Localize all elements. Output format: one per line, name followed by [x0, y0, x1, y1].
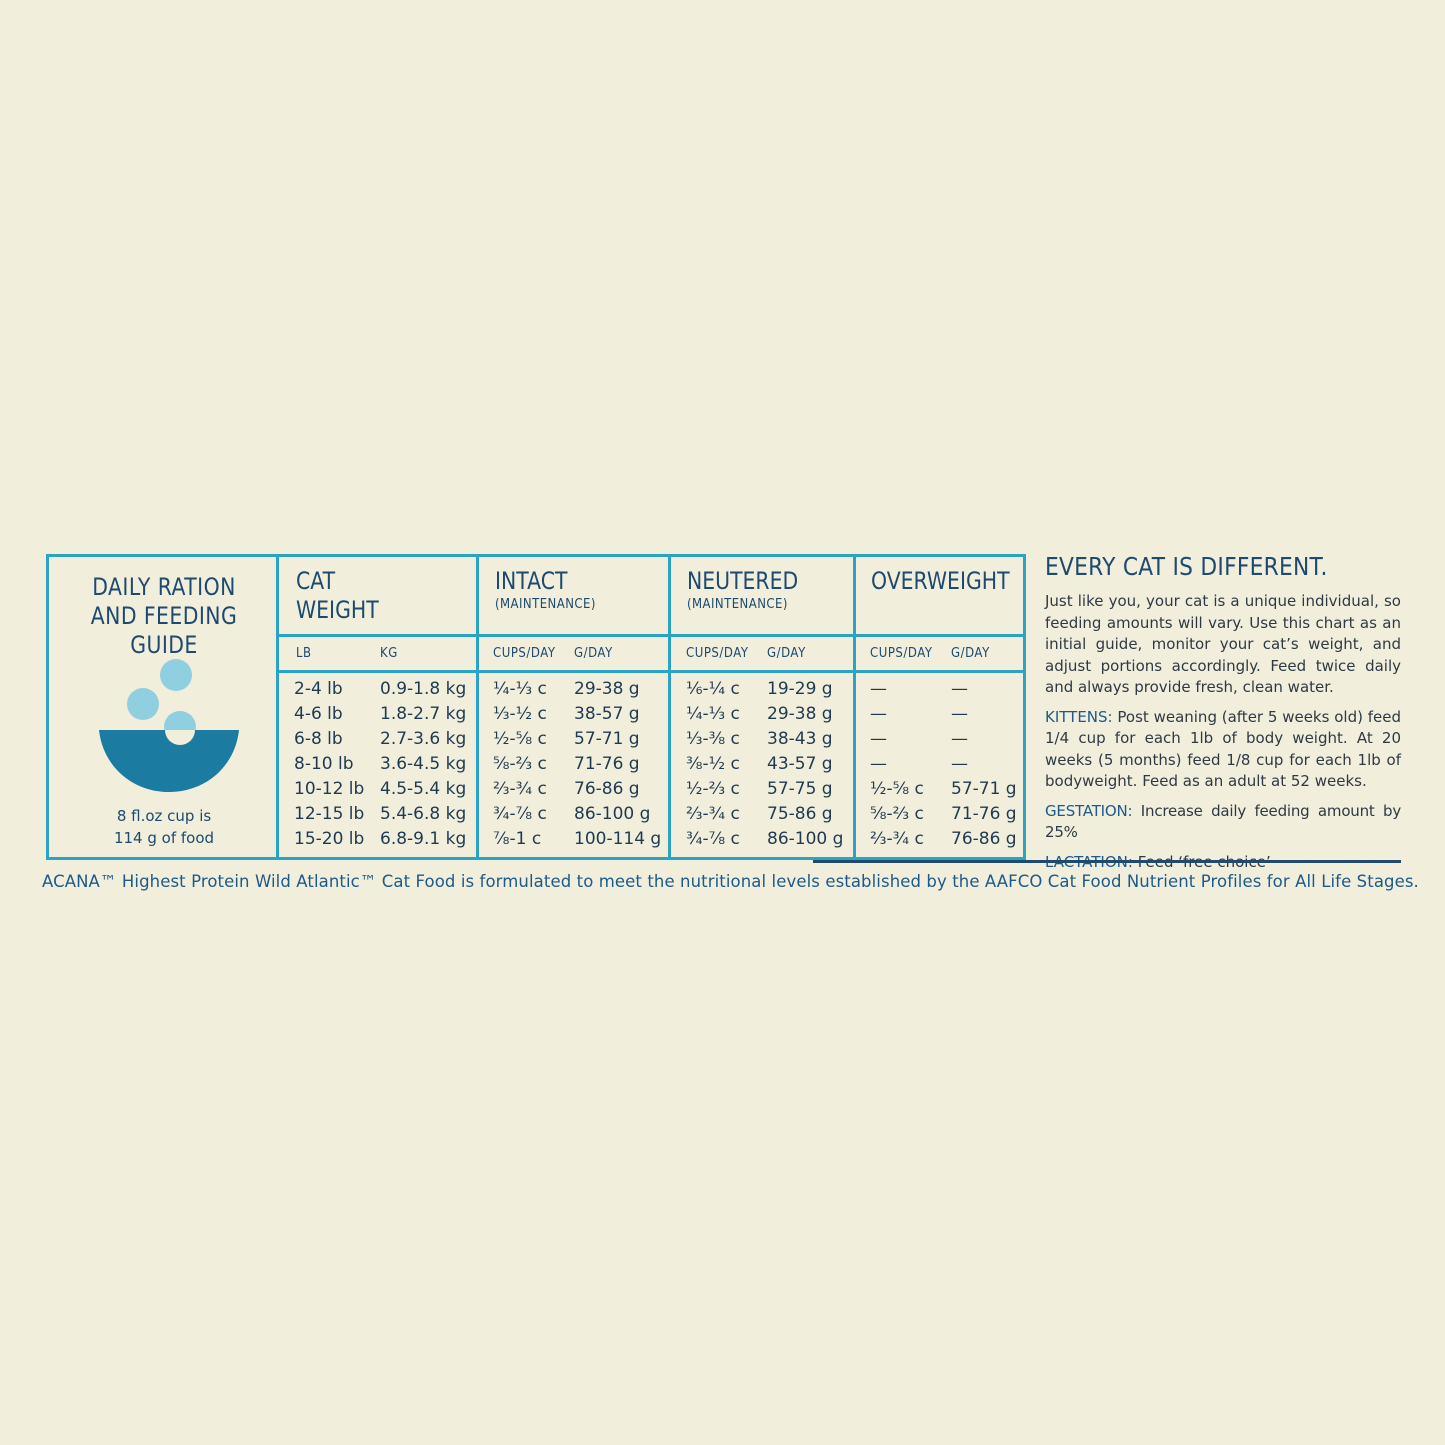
- cell-intact-g: 57-71 g: [574, 729, 640, 749]
- cell-overweight-g: —: [951, 729, 968, 749]
- cup-note: 8 fl.oz cup is 114 g of food: [113, 807, 215, 847]
- kittens-note: [1045, 707, 1401, 793]
- table-row: [49, 679, 1023, 704]
- cell-neutered-g: 57-75 g: [767, 779, 833, 799]
- cell-lb: 8-10 lb: [294, 754, 354, 774]
- table-row: [49, 804, 1023, 829]
- cell-kg: 3.6-4.5 kg: [380, 754, 467, 774]
- guide-title: DAILY RATION AND FEEDING GUIDE: [90, 573, 238, 659]
- neutered-subheader: (MAINTENANCE): [687, 597, 788, 612]
- cell-overweight-cups: —: [870, 754, 887, 774]
- info-panel: [1045, 552, 1401, 881]
- cell-lb: 6-8 lb: [294, 729, 343, 749]
- cat-weight-header: CAT WEIGHT: [296, 567, 379, 624]
- cell-intact-cups: ⅔-¾ c: [493, 779, 547, 799]
- cell-neutered-cups: ⅙-¼ c: [686, 679, 740, 699]
- cell-kg: 6.8-9.1 kg: [380, 829, 467, 849]
- cell-intact-cups: ¾-⅞ c: [493, 804, 547, 824]
- cell-overweight-g: —: [951, 754, 968, 774]
- cell-kg: 2.7-3.6 kg: [380, 729, 467, 749]
- info-intro: Just like you, your cat is a unique individual, so feeding amounts will vary. Use this chart as an initial guide, monitor your cat’s weight, and adjust portions accordingly. Feed twice daily and always provide fresh, clean water.: [1045, 592, 1401, 696]
- cell-overweight-cups: —: [870, 704, 887, 724]
- cell-neutered-cups: ⅓-⅜ c: [686, 729, 740, 749]
- unit-intact-g: G/DAY: [574, 646, 613, 661]
- feeding-table: [46, 554, 1026, 860]
- gestation-text: Increase daily feeding amount by 25%: [1045, 801, 1401, 841]
- cell-intact-cups: ⅓-½ c: [493, 704, 547, 724]
- unit-neutered-g: G/DAY: [767, 646, 806, 661]
- cell-overweight-g: 76-86 g: [951, 829, 1017, 849]
- table-row: [49, 704, 1023, 729]
- intact-header: INTACT: [495, 567, 568, 595]
- cell-kg: 1.8-2.7 kg: [380, 704, 467, 724]
- cell-intact-cups: ⅞-1 c: [493, 829, 542, 849]
- cell-overweight-cups: ⅔-¾ c: [870, 829, 924, 849]
- cell-intact-cups: ½-⅝ c: [493, 729, 547, 749]
- unit-intact-cups: CUPS/DAY: [493, 646, 556, 661]
- cell-kg: 4.5-5.4 kg: [380, 779, 467, 799]
- gestation-note: [1045, 801, 1401, 844]
- cell-lb: 4-6 lb: [294, 704, 343, 724]
- cell-intact-g: 86-100 g: [574, 804, 651, 824]
- cell-overweight-g: —: [951, 704, 968, 724]
- cell-lb: 12-15 lb: [294, 804, 365, 824]
- cell-neutered-g: 86-100 g: [767, 829, 844, 849]
- cell-intact-g: 100-114 g: [574, 829, 662, 849]
- cell-lb: 15-20 lb: [294, 829, 365, 849]
- table-row: [49, 754, 1023, 779]
- cell-intact-g: 71-76 g: [574, 754, 640, 774]
- cell-overweight-g: 57-71 g: [951, 779, 1017, 799]
- unit-neutered-cups: CUPS/DAY: [686, 646, 749, 661]
- table-row: [49, 829, 1023, 854]
- rule: [813, 860, 1401, 863]
- cell-overweight-cups: ⅝-⅔ c: [870, 804, 924, 824]
- footer-disclaimer: ACANA™ Highest Protein Wild Atlantic™ Cat Food is formulated to meet the nutritional levels established by the AAFCO Cat Food Nutrient Profiles for All Life Stages.: [42, 872, 1419, 891]
- neutered-header: NEUTERED: [687, 567, 799, 595]
- divider: [279, 670, 1023, 673]
- cell-neutered-g: 43-57 g: [767, 754, 833, 774]
- cell-overweight-g: 71-76 g: [951, 804, 1017, 824]
- overweight-header: OVERWEIGHT: [871, 567, 1010, 595]
- cell-neutered-cups: ½-⅔ c: [686, 779, 740, 799]
- cell-neutered-cups: ⅔-¾ c: [686, 804, 740, 824]
- unit-kg: KG: [380, 646, 398, 661]
- cell-kg: 0.9-1.8 kg: [380, 679, 467, 699]
- cell-intact-g: 38-57 g: [574, 704, 640, 724]
- cell-lb: 2-4 lb: [294, 679, 343, 699]
- unit-lb: LB: [296, 646, 312, 661]
- cell-neutered-g: 29-38 g: [767, 704, 833, 724]
- cell-neutered-cups: ¼-⅓ c: [686, 704, 740, 724]
- cell-overweight-cups: —: [870, 729, 887, 749]
- cell-neutered-cups: ⅜-½ c: [686, 754, 740, 774]
- cell-overweight-cups: —: [870, 679, 887, 699]
- gestation-label: GESTATION:: [1045, 801, 1133, 820]
- table-row: [49, 779, 1023, 804]
- cell-intact-cups: ¼-⅓ c: [493, 679, 547, 699]
- cell-intact-g: 76-86 g: [574, 779, 640, 799]
- divider: [279, 634, 1023, 637]
- unit-overweight-cups: CUPS/DAY: [870, 646, 933, 661]
- cell-neutered-cups: ¾-⅞ c: [686, 829, 740, 849]
- table-row: [49, 729, 1023, 754]
- cell-overweight-g: —: [951, 679, 968, 699]
- intact-subheader: (MAINTENANCE): [495, 597, 596, 612]
- info-title: EVERY CAT IS DIFFERENT.: [1045, 552, 1328, 581]
- cell-lb: 10-12 lb: [294, 779, 365, 799]
- unit-overweight-g: G/DAY: [951, 646, 990, 661]
- cell-intact-cups: ⅝-⅔ c: [493, 754, 547, 774]
- cell-intact-g: 29-38 g: [574, 679, 640, 699]
- cell-overweight-cups: ½-⅝ c: [870, 779, 924, 799]
- kittens-text: Post weaning (after 5 weeks old) feed 1/4 cup for each 1lb of body weight. At 20 weeks (5 months) feed 1/8 cup for each 1lb of bodyweight. Feed as an adult at 52 weeks.: [1045, 707, 1401, 790]
- cell-neutered-g: 19-29 g: [767, 679, 833, 699]
- cell-neutered-g: 38-43 g: [767, 729, 833, 749]
- kittens-label: KITTENS:: [1045, 707, 1113, 726]
- cell-neutered-g: 75-86 g: [767, 804, 833, 824]
- cell-kg: 5.4-6.8 kg: [380, 804, 467, 824]
